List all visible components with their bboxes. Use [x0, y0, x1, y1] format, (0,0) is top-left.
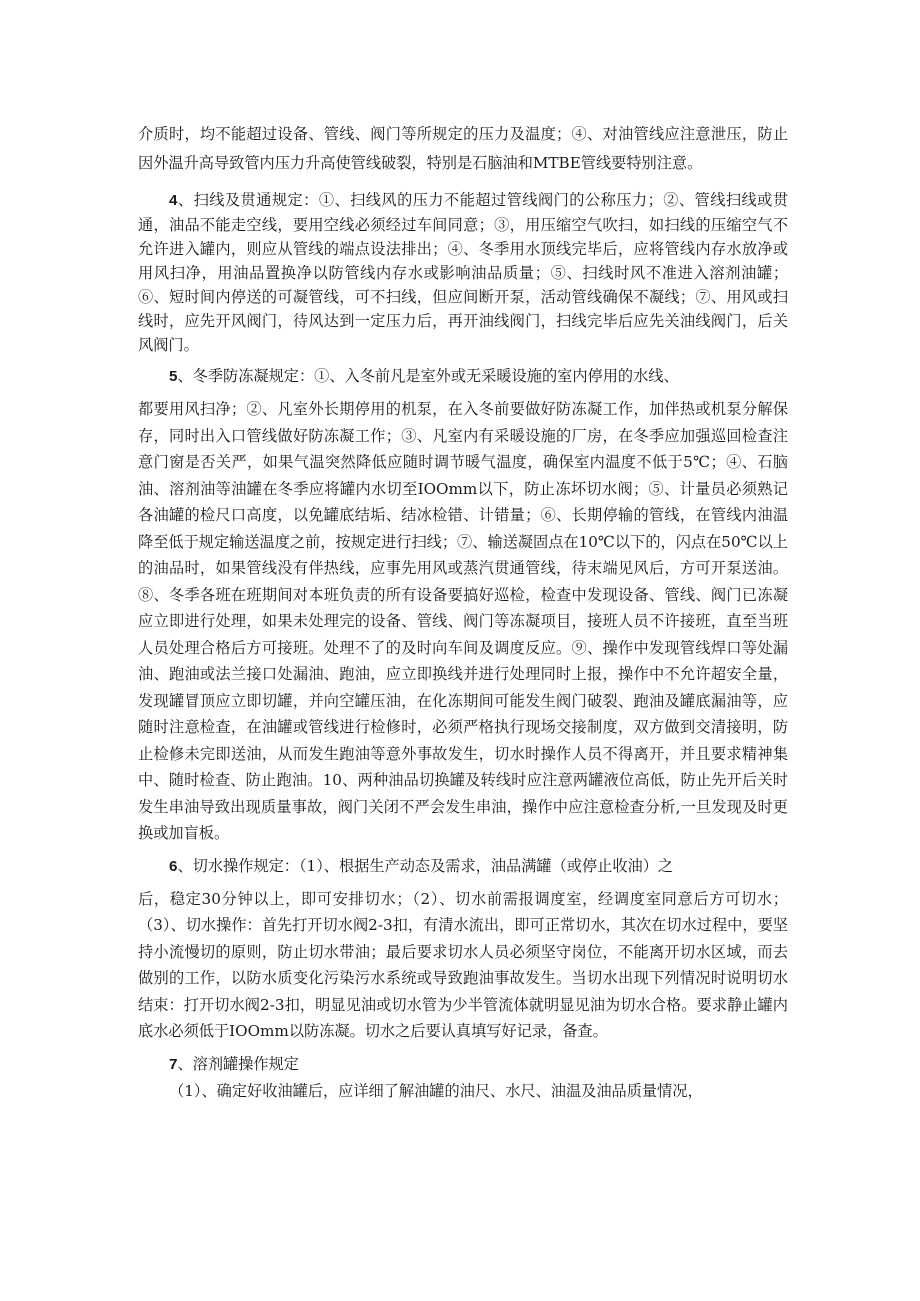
spacer	[138, 389, 788, 396]
section-7-title: 、溶剂罐操作规定	[177, 1054, 299, 1073]
section-4-number: 4	[169, 192, 178, 209]
spacer	[138, 879, 788, 886]
section-6-heading-line	[138, 854, 788, 879]
section-7-number: 7	[169, 1055, 178, 1073]
spacer	[138, 178, 788, 188]
spacer	[138, 357, 788, 364]
document-page	[138, 120, 788, 1106]
section-6-heading-text: 、切水操作规定：（1）、根据生产动态及需求，油品满罐（或停止收油）之	[177, 856, 674, 875]
section-4-paragraph	[138, 188, 788, 357]
intro-paragraph: 介质时，均不能超过设备、管线、阀门等所规定的压力及温度；④、对油管线应注意泄压，防止因外温升高导致管内压力升高使管线破裂，特别是石脑油和MTBE管线要特别注意。	[138, 125, 788, 172]
section-6-paragraph: 后，稳定30分钟以上，即可安排切水；（2）、切水前需报调度室，经调度室同意后方可切水；（3）、切水操作：首先打开切水阀2-3扣，有清水流出，即可正常切水，其次在切水过程中，要坚持小流慢切的原则，防止切水带油；最后要求切水人员必须坚守岗位，不能离开切水区域，而去做别的工作，以防水质变化污染污水系统或导致跑油事故发生。当切水出现下列情况时说明切水结束：打开切水阀2-3扣，明显见油或切水管为少半管流体就明显见油为切水合格。要求静止罐内底水必须低于IOOmm以防冻凝。切水之后要认真填写好记录，备查。	[138, 889, 788, 1040]
section-4-text: 、扫线及贯通规定：①、扫线风的压力不能超过管线阀门的公称压力；②、管线扫线或贯通，油品不能走空线，要用空线必须经过车间同意；③，用压缩空气吹扫，如扫线的压缩空气不允许进入罐内，则应从管线的端点设法排出；④、冬季用水顶线完毕后，应将管线内存水放净或用风扫净，用油品置换净以防管线内存水或影响油品质量；⑤、扫线时风不准进入溶剂油罐；⑥、短时间内停送的可凝管线，可不扫线，但应间断开泵，活动管线确保不凝线；⑦、用风或扫线时，应先开风阀门，待风达到一定压力后，再开油线阀门，扫线完毕后应先关油线阀门，后关风阀门。	[138, 191, 788, 354]
section-5-heading-text: 、冬季防冻凝规定：①、入冬前凡是室外或无采暖设施的室内停用的水线、	[177, 367, 679, 385]
section-5-heading-line	[138, 364, 788, 389]
spacer	[138, 1045, 788, 1052]
section-7-paragraph: （1）、确定好收油罐后，应详细了解油罐的油尺、水尺、油温及油品质量情况，	[169, 1081, 703, 1100]
section-5-number: 5	[169, 368, 178, 385]
section-7-heading	[138, 1052, 788, 1077]
section-5-paragraph: 都要用风扫净；②、凡室外长期停用的机泵，在入冬前要做好防冻凝工作，加伴热或机泵分解保存，同时出入口管线做好防冻凝工作；③、凡室内有采暖设施的厂房，在冬季应加强巡回检查注意门窗是否关严，如果气温突然降低应随时调节暖气温度，确保室内温度不低于5℃；④、石脑油、溶剂油等油罐在冬季应将罐内水切至IOOmm以下，防止冻坏切水阀；⑤、计量员必须熟记各油罐的检尺口高度，以免罐底结垢、结冰检错、计错量；⑥、长期停输的管线，在管线内油温降至低于规定输送温度之前，按规定进行扫线；⑦、输送凝固点在10℃以下的，闪点在50℃以上的油品时，如果管线没有伴热线，应事先用风或蒸汽贯通管线，待末端见风后，方可开泵送油。⑧、冬季各班在班期间对本班负责的所有设备要搞好巡检，检查中发现设备、管线、阀门已冻凝应立即进行处理，如果未处理完的设备、管线、阀门等冻凝项目，接班人员不许接班，直至当班人员处理合格后方可接班。处理不了的及时向车间及调度反应。⑨、操作中发现管线焊口等处漏油、跑油或法兰接口处漏油、跑油，应立即换线并进行处理同时上报，操作中不允许超安全量，发现罐冒顶应立即切罐，并向空罐压油，在化冻期间可能发生阀门破裂、跑油及罐底漏油等，应随时注意检查，在油罐或管线进行检修时，必须严格执行现场交接制度，双方做到交清接明，防止检修未完即送油，从而发生跑油等意外事故发生，切水时操作人员不得离开，并且要求精神集中、随时检查、防止跑油。10、两种油品切换罐及转线时应注意两罐液位高低，防止先开后关时发生串油导致出现质量事故，阀门关闭不严会发生串油，操作中应注意检查分析,一旦发现及时更换或加盲板。	[138, 400, 788, 842]
spacer	[138, 847, 788, 854]
section-6-number: 6	[169, 857, 178, 875]
